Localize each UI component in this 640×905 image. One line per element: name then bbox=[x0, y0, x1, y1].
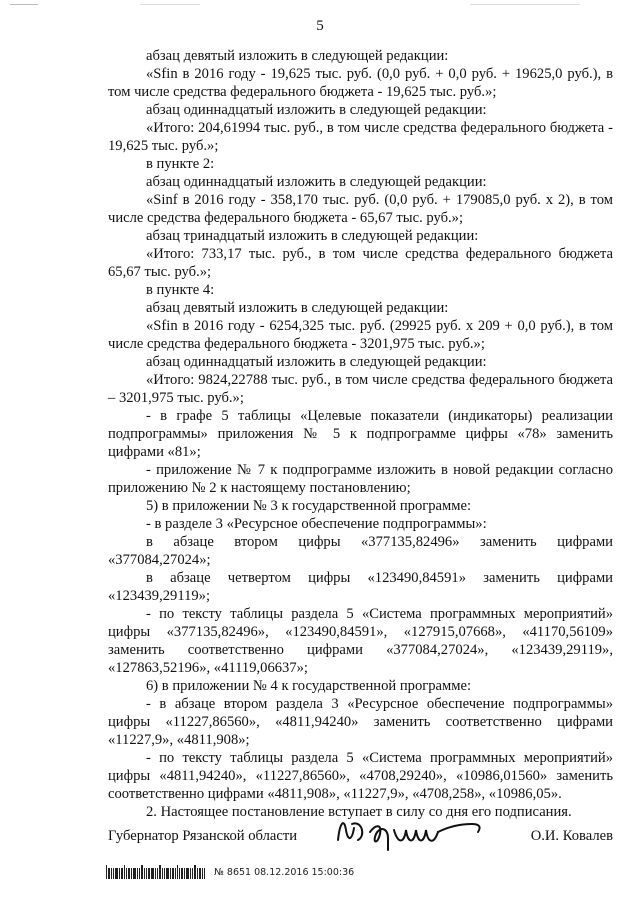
signatory-name: О.И. Ковалев bbox=[530, 828, 613, 844]
scan-mark-mid bbox=[140, 4, 200, 5]
body-paragraph: «Итого: 733,17 тыс. руб., в том числе средства федерального бюджета 65,67 тыс. руб.»; bbox=[108, 246, 613, 280]
body-paragraph: 6) в приложении № 4 к государственной программе: bbox=[146, 678, 472, 694]
body-paragraph: - приложение № 7 к подпрограмме изложить в новой редакции согласно приложению № 2 к настоящему постановлению; bbox=[108, 462, 613, 496]
registration-stamp bbox=[106, 864, 354, 880]
body-paragraph: «Итого: 204,61994 тыс. руб., в том числе средства федерального бюджета - 19,625 тыс. руб.»; bbox=[108, 120, 613, 154]
document-body bbox=[108, 47, 613, 821]
body-paragraph: абзац одиннадцатый изложить в следующей редакции: bbox=[146, 174, 487, 190]
body-paragraph: абзац тринадцатый изложить в следующей редакции: bbox=[146, 228, 479, 244]
body-paragraph: абзац одиннадцатый изложить в следующей редакции: bbox=[146, 102, 487, 118]
body-paragraph: абзац девятый изложить в следующей редакции: bbox=[146, 300, 449, 316]
body-paragraph: абзац девятый изложить в следующей редакции: bbox=[146, 48, 449, 64]
body-paragraph: в абзаце втором цифры «377135,82496» заменить цифрами «377084,27024»; bbox=[108, 534, 613, 568]
body-paragraph: - по тексту таблицы раздела 5 «Система программных мероприятий» цифры «4811,94240», «11227,86560», «4708,29240», «10986,01560» заменить соответственно цифрами «4811,908», «11227,9», «4708,258», «10986,05». bbox=[108, 750, 613, 802]
body-paragraph: в абзаце четвертом цифры «123490,84591» заменить цифрами «123439,29119»; bbox=[108, 570, 613, 604]
scan-mark-right bbox=[470, 4, 580, 5]
handwritten-signature bbox=[332, 810, 502, 854]
body-paragraph: «Sinf в 2016 году - 358,170 тыс. руб. (0,0 руб. + 179085,0 руб. x 2), в том числе средства федерального бюджета - 65,67 тыс. руб.»; bbox=[108, 192, 613, 226]
body-paragraph: в пункте 2: bbox=[146, 156, 215, 172]
barcode-icon bbox=[106, 865, 206, 879]
page-number: 5 bbox=[316, 18, 324, 34]
scan-mark-left bbox=[10, 4, 38, 5]
body-paragraph: 2. Настоящее постановление вступает в силу со дня его подписания. bbox=[146, 804, 572, 820]
signatory-title: Губернатор Рязанской области bbox=[108, 828, 298, 844]
registration-number: № 8651 08.12.2016 15:00:36 bbox=[214, 866, 355, 878]
body-paragraph: «Sfin в 2016 году - 6254,325 тыс. руб. (29925 руб. x 209 + 0,0 руб.), в том числе средства федерального бюджета - 3201,975 тыс. руб.»; bbox=[108, 318, 613, 352]
body-paragraph: абзац одиннадцатый изложить в следующей редакции: bbox=[146, 354, 487, 370]
body-paragraph: - в разделе 3 «Ресурсное обеспечение подпрограммы»: bbox=[146, 516, 487, 532]
body-paragraph: - по тексту таблицы раздела 5 «Система программных мероприятий» цифры «377135,82496», «123490,84591», «127915,07668», «41170,56109» заменить соответственно цифрами «377084,27024», «123439,29119», «127863,52196», «41119,06637»; bbox=[108, 606, 613, 676]
body-paragraph: в пункте 4: bbox=[146, 282, 215, 298]
body-paragraph: «Итого: 9824,22788 тыс. руб., в том числе средства федерального бюджета – 3201,975 тыс. руб.»; bbox=[108, 372, 613, 406]
body-paragraph: - в графе 5 таблицы «Целевые показатели (индикаторы) реализации подпрограммы» приложения № 5 к подпрограмме цифры «78» заменить цифрами «81»; bbox=[108, 408, 613, 460]
body-paragraph: «Sfin в 2016 году - 19,625 тыс. руб. (0,0 руб. + 0,0 руб. + 19625,0 руб.), в том числе средства федерального бюджета - 19,625 тыс. руб.»; bbox=[108, 66, 613, 100]
body-paragraph: 5) в приложении № 3 к государственной программе: bbox=[146, 498, 472, 514]
body-paragraph: - в абзаце втором раздела 3 «Ресурсное обеспечение подпрограммы» цифры «11227,86560», «4811,94240» заменить соответственно цифрами «11227,9», «4811,908»; bbox=[108, 696, 613, 748]
signature-block bbox=[108, 824, 613, 854]
